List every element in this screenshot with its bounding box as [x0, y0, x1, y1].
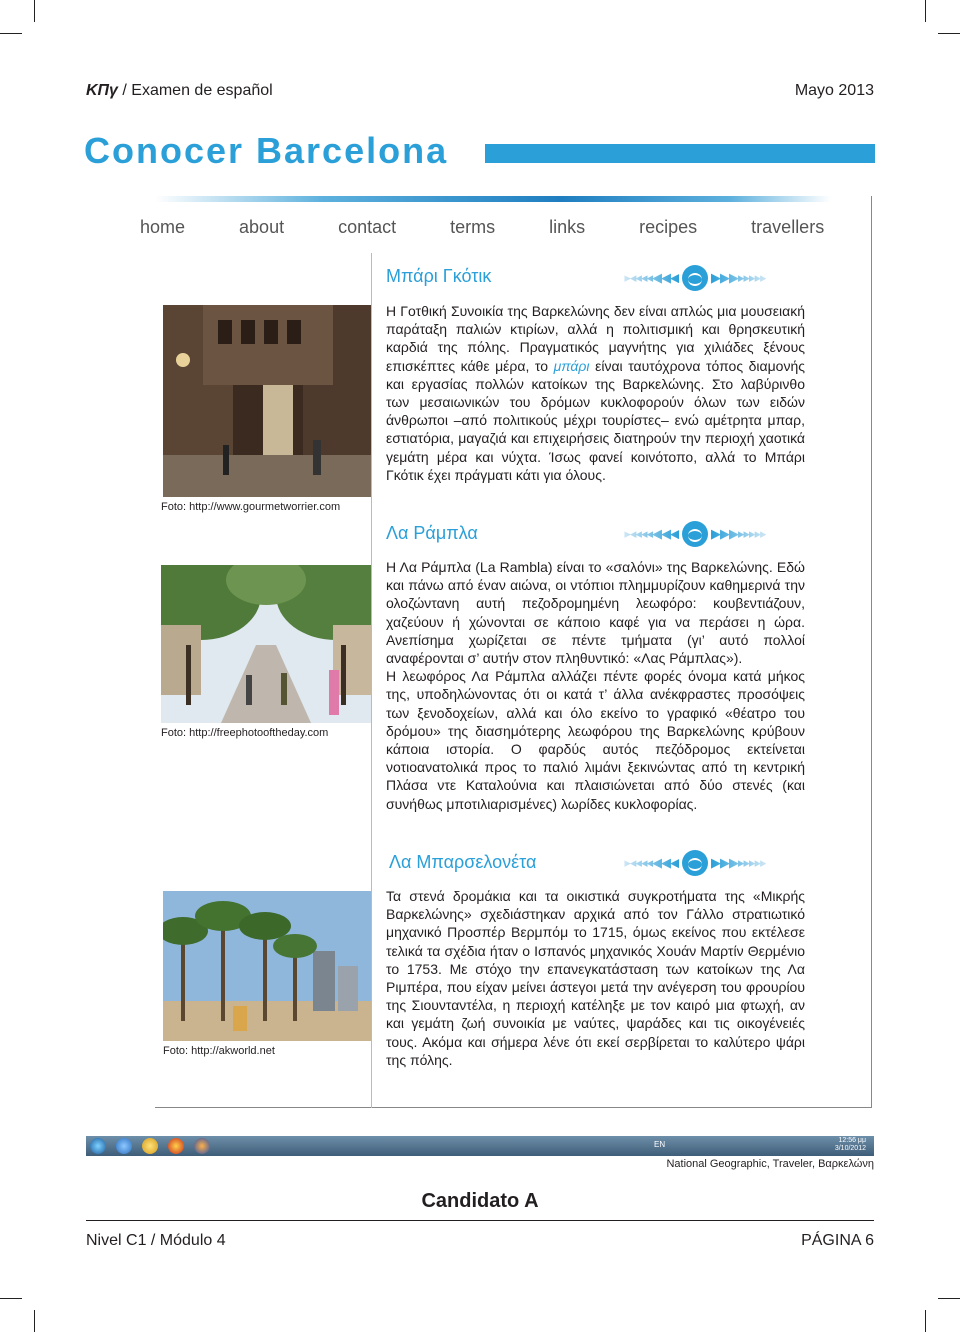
firefox-icon[interactable]	[194, 1138, 210, 1154]
crop-mark	[34, 0, 35, 22]
taskbar	[86, 1136, 874, 1156]
nav-about[interactable]: about	[239, 216, 285, 237]
section-heading-barri-gotic: Μπάρι Γκότικ	[386, 266, 492, 286]
nav-recipes[interactable]: recipes	[639, 216, 698, 237]
frame-top-line	[155, 196, 831, 202]
chrome-icon[interactable]	[168, 1138, 184, 1154]
page-number: PÁGINA 6	[801, 1232, 874, 1249]
footer-level: Nivel C1 / Módulo 4	[86, 1232, 226, 1249]
title-accent-bar	[485, 144, 875, 163]
text-part: Η Γοτθική Συνοικία της Βαρκελώνης δεν είναι απλώς μια μουσειακή παράταξη παλιών κτιρίων, αλλά η πολιτισμική και θρησκευτική καρδιά της πόλης. Πραγματικός μαγνήτης για χιλιάδες ξένους επισκέπτες κάθε μέρα, το	[386, 303, 805, 374]
source-credit: National Geographic, Traveler, Βαρκελώνη	[666, 1158, 874, 1170]
taskbar-clock[interactable]	[835, 1137, 866, 1153]
photo-barceloneta	[163, 891, 371, 1041]
photo-gothic-quarter	[163, 305, 371, 497]
photo-caption: Foto: http://akworld.net	[163, 1045, 275, 1057]
clock-time: 12:56 μμ	[838, 1137, 866, 1144]
footer-divider	[86, 1220, 874, 1221]
logo-icon	[682, 265, 708, 291]
clock-date: 3/10/2012	[834, 1145, 866, 1152]
logo-icon	[682, 521, 708, 547]
page-title: Conocer Barcelona	[84, 130, 449, 171]
nav-travellers[interactable]: travellers	[751, 216, 825, 237]
crop-mark	[925, 1310, 926, 1332]
candidate-label: Candidato A	[421, 1190, 539, 1212]
exam-date: Mayo 2013	[794, 82, 874, 99]
logo-icon	[682, 850, 708, 876]
nav-links[interactable]: links	[549, 216, 586, 237]
crop-mark	[938, 33, 960, 34]
language-indicator[interactable]: EN	[654, 1140, 666, 1149]
exam-name: / Examen de español	[117, 82, 273, 99]
frame-column-divider	[371, 253, 372, 1108]
nav-contact[interactable]: contact	[338, 216, 397, 237]
frame-right-line	[871, 196, 872, 1108]
folder-icon[interactable]	[142, 1138, 158, 1154]
crop-mark	[0, 1298, 22, 1299]
section-ornament: ▸◂◂◂◂◀◀◀ ▶▶▶▸▸▸▸▸	[580, 267, 810, 289]
text-part: είναι ταυτόχρονα τόπος διαμονής και εργασίας πολλών κατοίκων της Βαρκελώνης. Στο λαβύρινθο των μεσαιωνικών του δρόμων κυκλοφορούν όλων των ειδών άνθρωποι –από πολιτικούς μέχρι τουρίστες– ενώ αμέτρητα μπαρ, εστιατόρια, μαγαζιά και επιχειρήσεις διατηρούν την περιοχή χαοτικά γεμάτη μέρα και νύχτα. Ίσως φανεί κοινότοπο, αλλά το Μπάρι Γκότικ έχει πράγματι κάτι για όλους.	[386, 357, 805, 483]
crop-mark	[925, 0, 926, 22]
section-heading-barceloneta: Λα Μπαρσελονέτα	[389, 852, 537, 872]
photo-caption: Foto: http://freephotooftheday.com	[161, 727, 329, 739]
crop-mark	[0, 33, 22, 34]
section-text-barri-gotic	[386, 302, 805, 484]
section-text-barceloneta	[386, 887, 805, 1069]
paragraph: Τα στενά δρομάκια και τα οικιστικά συγκροτήματα της «Μικρής Βαρκελώνης» σχεδιάστηκαν αρχικά από τον Γάλλο στρατιωτικό μηχανικό Προσπέρ Βερμπόμ το 1715, όμως εκείνος που εκτέλεσε τελικά τα σχέδια ήταν ο Ισπανός μηχανικός Χουάν Μαρτίν Θερμένιο το 1753. Με στόχο την επανεγκατάσταση των κατοίκων της Λα Ριμπέρα, που είχαν μείνει άστεγοι μετά την ανέγερση του φρουρίου της Σιουνταντέλα, η περιοχή κατέληξε με τον καιρό μια φτωχή, αν και γεμάτη ζωή συνοικία με ναύτες, ψαράδες και τις οικογένειές τους. Ακόμα και σήμερα λένε ότι εκεί σερβίρεται το καλύτερο ψάρι της πόλης.	[386, 888, 805, 1068]
paragraph: Η Λα Ράμπλα (La Rambla) είναι το «σαλόνι» της Βαρκελώνης. Εδώ και πάνω από έναν αιώνα, οι ντόπιοι πλημμυρίζουν καθημερινά την ολοζώντανη αυτή πεζοδρομημένη λεωφόρο: κουβεντιάζουν, χαζεύουν ή χώνονται σε κάποιο καφέ για να περάσει η ώρα. Ανεπίσημα χωρίζεται σε πέντε τμήματα (γι’ αυτό πολλοί αναφέρονται σ’ αυτήν στον πληθυντικό: «Λας Ράμπλας»).	[386, 559, 805, 667]
exam-header	[86, 82, 273, 100]
section-ornament: ▸◂◂◂◂◀◀◀ ▶▶▶▸▸▸▸▸	[580, 852, 810, 874]
photo-la-rambla	[161, 565, 371, 723]
nav-home[interactable]: home	[140, 216, 186, 237]
nav-terms[interactable]: terms	[450, 216, 496, 237]
section-heading-la-rambla: Λα Ράμπλα	[386, 523, 478, 543]
crop-mark	[34, 1310, 35, 1332]
section-ornament: ▸◂◂◂◂◀◀◀ ▶▶▶▸▸▸▸▸	[580, 523, 810, 545]
start-icon[interactable]	[90, 1138, 106, 1154]
nav-bar	[140, 212, 825, 242]
frame-bottom-line	[155, 1107, 872, 1108]
photo-caption: Foto: http://www.gourmetworrier.com	[161, 501, 341, 513]
section-text-la-rambla	[386, 558, 805, 813]
text-emphasis: μπάρι	[553, 357, 590, 374]
crop-mark	[938, 1298, 960, 1299]
browser-icon[interactable]	[116, 1138, 132, 1154]
paragraph: Η λεωφόρος Λα Ράμπλα αλλάζει πέντε φορές όνομα κατά μήκος της, υποδηλώνοντας ότι οι κατά τ’ άλλα ανέκφραστες προσόψεις των ξενοδοχείων, αλλά και όλο εκείνο το γραφικό «θέατρο του δρόμου» της διασημότερης λεωφόρου της Βαρκελώνης κρύβουν κάποια ιστορία. Ο φαρδύς αυτός πεζόδρομος εκτείνεται νοτιοανατολικά προς το παλιό λιμάνι ξεκινώντας από τη κεντρική Πλάσα ντε Καταλούνια και πλαισιώνεται από δύο στενές (και συνήθως μποτιλιαρισμένες) λωρίδες κυκλοφορίας.	[386, 668, 805, 812]
exam-abbr: ΚΠγ	[86, 82, 118, 99]
